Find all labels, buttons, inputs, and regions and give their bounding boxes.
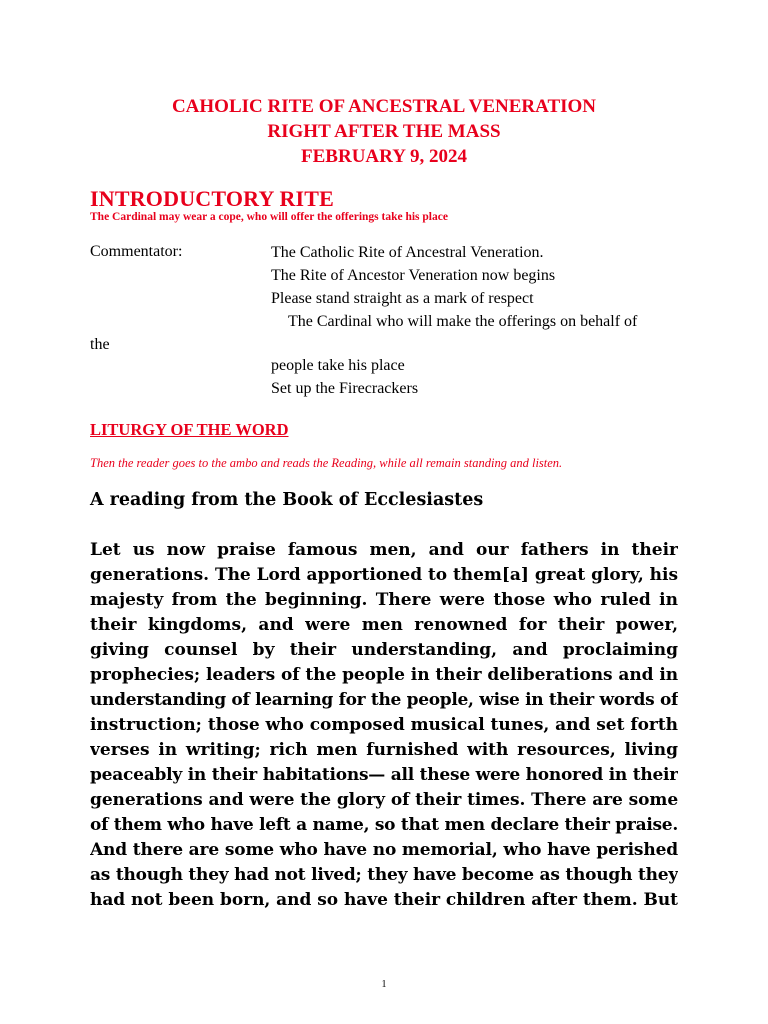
reading-line: majesty from the beginning. There were those who ruled in [90, 590, 678, 610]
title-line-1: CAHOLIC RITE OF ANCESTRAL VENERATION [171, 96, 597, 117]
reading-line: Let us now praise famous men, and our fathers in their [90, 540, 678, 560]
reading-line: generations. The Lord apportioned to them[a] great glory, his [90, 565, 678, 585]
commentator-line: the [90, 336, 110, 353]
introductory-rite-heading: INTRODUCTORY RITE [90, 186, 335, 211]
commentator-line: Set up the Firecrackers [271, 380, 419, 397]
reading-line: as though they had not lived; they have become as though they [90, 865, 678, 885]
commentator-line: The Rite of Ancestor Veneration now begins [271, 267, 556, 284]
reading-line: peaceably in their habitations— all these were honored in their [90, 765, 678, 785]
commentator-line: The Catholic Rite of Ancestral Veneration. [271, 244, 544, 261]
commentator-line: The Cardinal who will make the offerings on behalf of [288, 313, 638, 330]
commentator-label: Commentator: [90, 243, 183, 260]
reading-body [90, 538, 678, 913]
reading-line: their kingdoms, and were men renowned for their power, [90, 615, 678, 635]
reading-line: verses in writing; rich men furnished with resources, living [90, 740, 678, 760]
liturgy-of-the-word-heading: LITURGY OF THE WORD [90, 420, 289, 439]
title-line-3: FEBRUARY 9, 2024 [301, 146, 467, 167]
reading-line: instruction; those who composed musical tunes, and set forth [90, 715, 678, 735]
reading-line: generations and were the glory of their times. There are some [90, 790, 678, 810]
reading-line: had not been born, and so have their children after them. But [90, 890, 678, 910]
document-title [0, 94, 768, 169]
liturgy-rubric: Then the reader goes to the ambo and reads the Reading, while all remain standing and listen. [90, 456, 563, 470]
introductory-rubric: The Cardinal may wear a cope, who will offer the offerings take his place [90, 211, 448, 223]
reading-line: prophecies; leaders of the people in their deliberations and in [90, 665, 678, 685]
reading-line: And there are some who have no memorial, who have perished [90, 840, 678, 860]
reading-line: understanding of learning for the people, wise in their words of [90, 690, 678, 710]
reading-line: giving counsel by their understanding, and proclaiming [90, 640, 678, 660]
reading-title: A reading from the Book of Ecclesiastes [90, 490, 484, 510]
reading-line: of them who have left a name, so that men declare their praise. [90, 815, 678, 835]
commentator-line: people take his place [271, 357, 405, 374]
commentator-line: Please stand straight as a mark of respect [271, 290, 534, 307]
page-number: 1 [381, 979, 387, 990]
title-line-2: RIGHT AFTER THE MASS [267, 121, 501, 142]
